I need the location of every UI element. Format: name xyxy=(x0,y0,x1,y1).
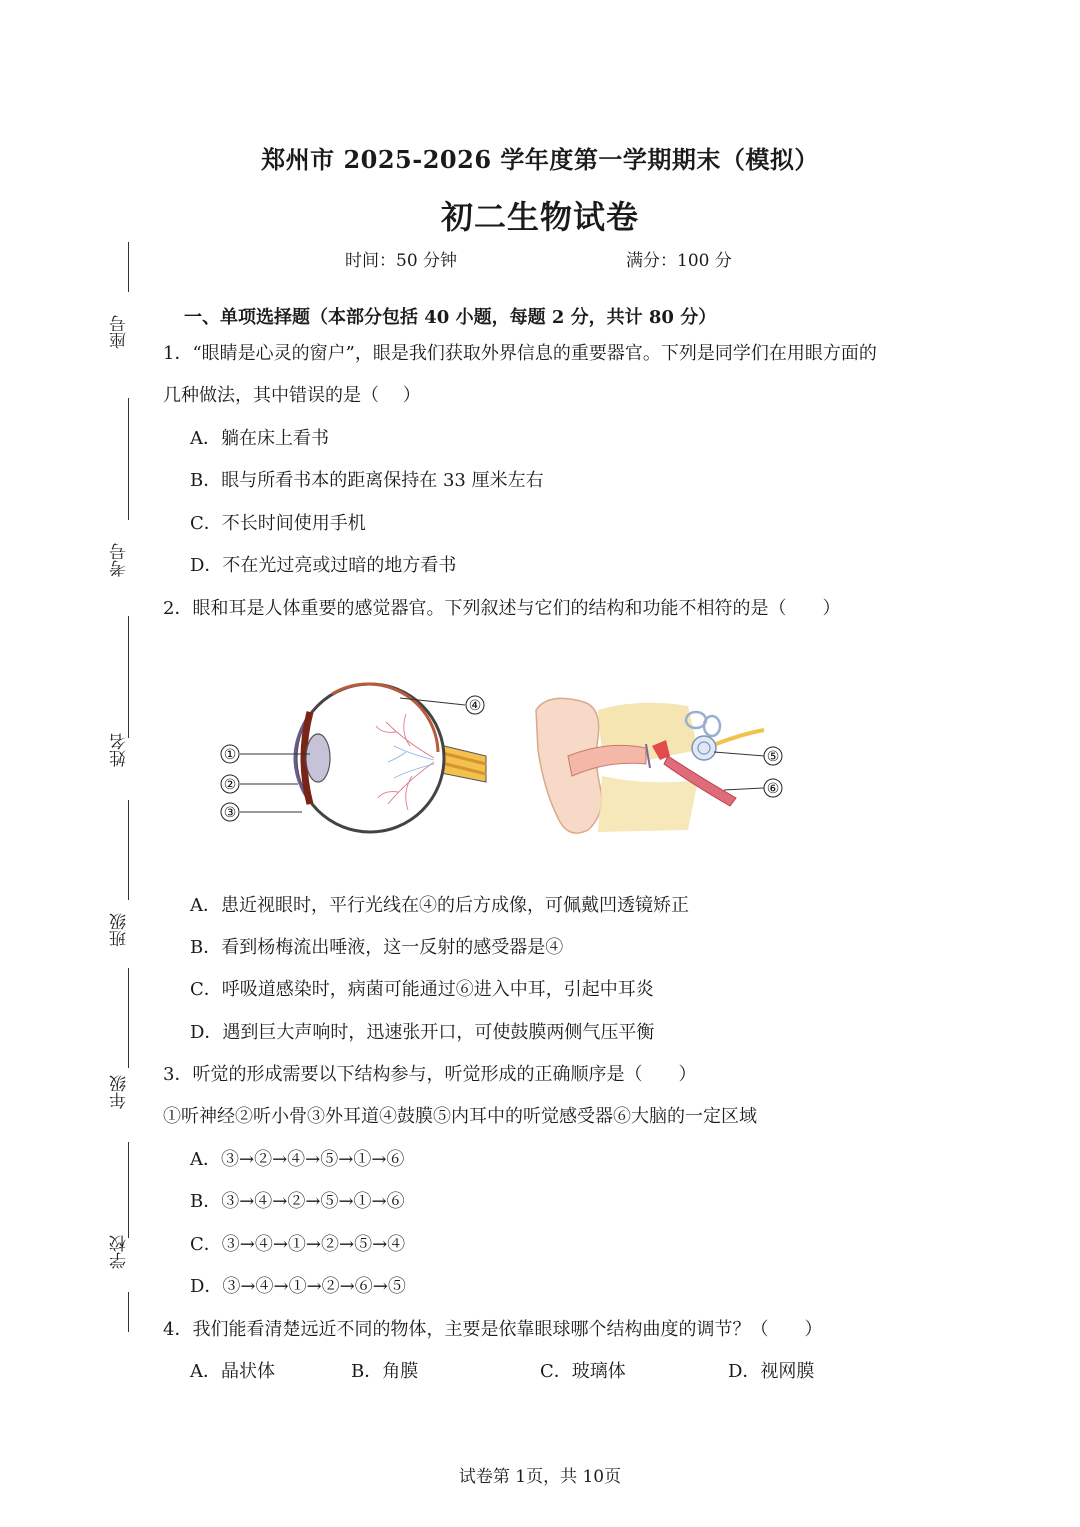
side-label-seat: 座号 xyxy=(110,315,130,349)
exam-subtitle: 初二生物试卷 xyxy=(440,198,639,236)
margin-line xyxy=(128,616,129,738)
side-label-exam-number: 考号 xyxy=(110,543,130,577)
margin-line xyxy=(128,1292,129,1332)
question-3-option-c: C．③→④→①→②→⑤→④ xyxy=(190,1234,406,1255)
question-1-stem-cont: 几种做法，其中错误的是（ ） xyxy=(163,385,421,406)
eye-label-3: ③ xyxy=(223,805,237,821)
page-number: 试卷第 1页，共 10页 xyxy=(458,1467,622,1487)
eye-label-4: ④ xyxy=(468,698,482,714)
question-4-stem: 4．我们能看清楚远近不同的物体，主要是依靠眼球哪个结构曲度的调节？（ ） xyxy=(163,1319,823,1340)
section-heading: 一、单项选择题（本部分包括 40 小题，每题 2 分，共计 80 分） xyxy=(184,307,717,328)
question-1-option-c: C．不长时间使用手机 xyxy=(190,513,366,534)
margin-line xyxy=(128,800,129,900)
ear-label-6: ⑥ xyxy=(766,781,780,797)
margin-line xyxy=(128,1142,129,1238)
question-3-option-d: D．③→④→①→②→⑥→⑤ xyxy=(190,1276,406,1297)
question-2-option-c: C．呼吸道感染时，病菌可能通过⑥进入中耳，引起中耳炎 xyxy=(190,979,654,1000)
side-label-name: 姓名 xyxy=(110,733,130,767)
margin-line xyxy=(128,968,129,1068)
eye-label-2: ② xyxy=(223,777,237,793)
side-label-class: 班级 xyxy=(110,913,130,947)
side-label-school: 学校 xyxy=(110,1235,130,1269)
question-3-option-a: A．③→②→④→⑤→①→⑥ xyxy=(190,1149,405,1170)
exam-time: 时间：50 分钟 xyxy=(345,251,458,271)
ear-label-5: ⑤ xyxy=(766,749,780,765)
ear-diagram xyxy=(528,690,798,840)
question-3-option-b: B．③→④→②→⑤→①→⑥ xyxy=(190,1191,405,1212)
exam-full-score: 满分：100 分 xyxy=(626,251,732,271)
question-1-option-b: B．眼与所看书本的距离保持在 33 厘米左右 xyxy=(190,470,544,491)
eye-diagram xyxy=(210,672,500,842)
question-2-option-a: A．患近视眼时，平行光线在④的后方成像，可佩戴凹透镜矫正 xyxy=(190,895,689,916)
margin-line xyxy=(128,242,129,292)
question-4-option-a: A．晶状体 xyxy=(190,1361,275,1382)
question-4-option-c: C．玻璃体 xyxy=(540,1361,626,1382)
question-4-option-d: D．视网膜 xyxy=(728,1361,815,1382)
question-1-stem: 1．“眼睛是心灵的窗户”，眼是我们获取外界信息的重要器官。下列是同学们在用眼方面的 xyxy=(163,343,877,364)
exam-title: 郑州市 2025-2026 学年度第一学期期末（模拟） xyxy=(261,145,819,174)
question-3-items: ①听神经②听小骨③外耳道④鼓膜⑤内耳中的听觉感受器⑥大脑的一定区域 xyxy=(163,1106,757,1127)
question-3-stem: 3．听觉的形成需要以下结构参与，听觉形成的正确顺序是（ ） xyxy=(163,1064,697,1085)
eye-label-1: ① xyxy=(223,747,237,763)
question-2-stem: 2．眼和耳是人体重要的感觉器官。下列叙述与它们的结构和功能不相符的是（ ） xyxy=(163,598,841,619)
side-label-grade: 年级 xyxy=(110,1075,130,1109)
question-1-option-d: D．不在光过亮或过暗的地方看书 xyxy=(190,555,457,576)
question-2-option-d: D．遇到巨大声响时，迅速张开口，可使鼓膜两侧气压平衡 xyxy=(190,1022,655,1043)
question-4-option-b: B．角膜 xyxy=(351,1361,419,1382)
question-1-option-a: A．躺在床上看书 xyxy=(190,428,329,449)
question-2-option-b: B．看到杨梅流出唾液，这一反射的感受器是④ xyxy=(190,937,564,958)
margin-line xyxy=(128,398,129,520)
